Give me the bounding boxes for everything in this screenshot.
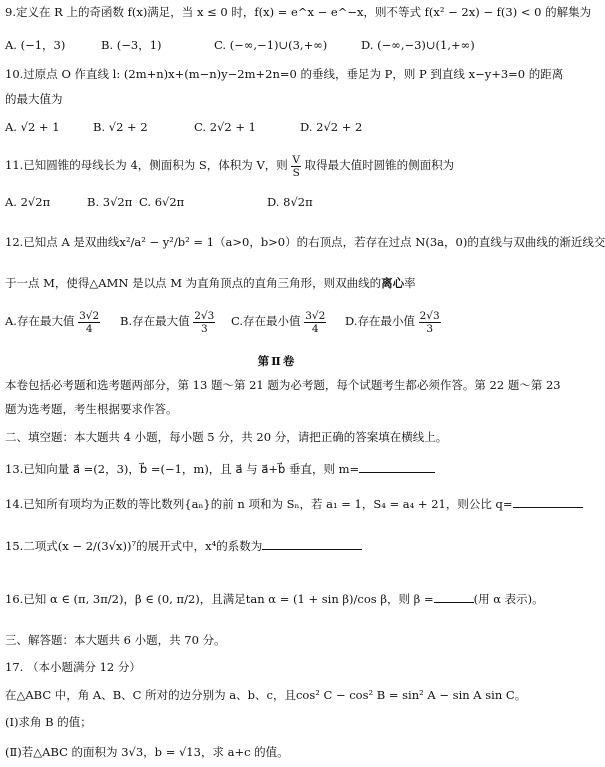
q17-stem — [5, 687, 548, 703]
q12-option-d-fraction — [419, 310, 441, 335]
q16-pre: 16.已知 α ∈ (π, 3π/2)，β ∈ (0, π/2)，且满足 — [5, 592, 246, 606]
section2-heading: 二、填空题：本大题共 4 小题，每小题 5 分，共 20 分，请把正确的答案填在横线上。 — [5, 430, 448, 444]
part2-title: 第Ⅱ卷 — [257, 354, 297, 368]
q10-option-d: D. 2√2 + 2 — [300, 120, 363, 134]
q12-option-a-fraction — [78, 310, 100, 335]
q11-frac-den: S — [292, 166, 300, 179]
q12-option-d-num: 2√3 — [419, 309, 440, 322]
q11-option-a: A. 2√2π — [5, 195, 51, 209]
q15 — [5, 538, 548, 554]
q16-equation: tan α = (1 + sin β)/cos β — [245, 592, 387, 606]
q16 — [5, 591, 548, 607]
q11-stem — [5, 152, 548, 179]
q12-stem-line2-bold: 离心 — [381, 276, 405, 290]
section3-heading: 三、解答题：本大题共 6 小题，共 70 分。 — [5, 633, 226, 647]
q12-stem-line2-pre: 于一点 M，使得△AMN 是以点 M 为直角顶点的直角三角形，则双曲线的 — [5, 276, 382, 290]
q17-stem-post: 。 — [514, 688, 527, 702]
q12-option-a-label: A.存在最大值 — [5, 314, 75, 328]
q12-option-b-den: 3 — [200, 322, 208, 335]
q12-option-c-label: C.存在最小值 — [231, 314, 301, 328]
q17-stem-equation: cos² C − cos² B = sin² A − sin A sin C — [295, 688, 515, 702]
q12-stem-line2-post: 率 — [404, 276, 416, 290]
q9-stem: 9.定义在 R 上的奇函数 f(x)满足，当 x ≤ 0 时，f(x) = e^x − e^−x，则不等式 f(x² − 2x) − f(3) < 0 的解集为 — [5, 5, 592, 19]
q12-option-b-num: 2√3 — [194, 309, 215, 322]
q12-option-b-label: B.存在最大值 — [120, 314, 190, 328]
q9-option-d: D. (−∞,−3)∪(1,+∞) — [361, 38, 475, 52]
q16-post-pre: ，则 β = — [387, 592, 434, 606]
q12-option-c-num: 3√2 — [305, 309, 326, 322]
q12-hyperbola-equation: x²/a² − y²/b² = 1（a>0，b>0） — [119, 235, 297, 249]
q16-post: (用 α 表示)。 — [473, 592, 544, 606]
q10-option-b: B. √2 + 2 — [93, 120, 148, 134]
q15-answer-blank[interactable] — [262, 538, 362, 550]
q13-text: 13.已知向量 a⃗ =(2，3)，b⃗ =(−1，m)，且 a⃗ 与 a⃗+b⃗ 垂直，则 m= — [5, 462, 360, 476]
q15-pre: 15.二项式 — [5, 539, 58, 553]
q11-stem-post: 取得最大值时圆锥的侧面积为 — [304, 158, 455, 172]
q13-answer-blank[interactable] — [359, 461, 435, 473]
q14-answer-blank[interactable] — [513, 496, 583, 508]
part2-intro-line2: 题为选考题，考生根据要求作答。 — [5, 402, 178, 416]
q12-option-c-fraction — [304, 310, 326, 335]
q11-option-d: D. 8√2π — [267, 195, 313, 209]
q12-options — [5, 301, 548, 341]
q9-option-c: C. (−∞,−1)∪(3,+∞) — [214, 38, 328, 52]
q11-option-c: C. 6√2π — [139, 195, 185, 209]
q12-option-a-den: 4 — [85, 322, 93, 335]
q12-stem-line1-pre: 12.已知点 A 是双曲线 — [5, 235, 120, 249]
q10-stem-line2: 的最大值为 — [5, 92, 63, 106]
q13 — [5, 461, 548, 477]
q11-fraction — [291, 154, 301, 179]
q14-text: 14.已知所有项均为正数的等比数列{aₙ}的前 n 项和为 Sₙ，若 a₁ = 1，S₄ = a₄ + 21，则公比 q= — [5, 497, 513, 511]
q14 — [5, 496, 548, 512]
q17-part2: (Ⅱ)若△ABC 的面积为 3√3，b = √13，求 a+c 的值。 — [5, 745, 289, 759]
q12-stem-line1-post: 的右顶点，若存在过点 N(3a，0)的直线与双曲线的渐近线交 — [296, 235, 605, 249]
q15-post: 的展开式中，x⁴的系数为 — [136, 539, 263, 553]
q10-option-c: C. 2√2 + 1 — [194, 120, 256, 134]
q11-frac-num: V — [292, 153, 301, 166]
q17-part1: (Ⅰ)求角 B 的值； — [5, 715, 92, 729]
q11-option-b: B. 3√2π — [87, 195, 133, 209]
q17-stem-pre: 在△ABC 中，角 A、B、C 所对的边分别为 a、b、c，且 — [5, 688, 296, 702]
part2-intro-line1: 本卷包括必考题和选考题两部分，第 13 题～第 21 题为必考题，每个试题考生都必须作答。第 22 题～第 23 — [5, 378, 561, 392]
q17-heading: 17. （本小题满分 12 分） — [5, 660, 141, 674]
q12-option-c — [231, 301, 326, 341]
q12-option-c-den: 4 — [311, 322, 319, 335]
q10-stem-line1: 10.过原点 O 作直线 l: (2m+n)x+(m−n)y−2m+2n=0 的垂线，垂足为 P，则 P 到直线 x−y+3=0 的距离 — [5, 67, 564, 81]
q12-option-a — [5, 301, 100, 341]
q12-stem-line2 — [5, 275, 548, 291]
q12-stem-line1 — [5, 234, 605, 250]
q9-option-b: B. (−3，1) — [101, 38, 162, 52]
q9-options — [5, 36, 548, 54]
q12-option-d — [345, 301, 441, 341]
q12-option-d-label: D.存在最小值 — [345, 314, 415, 328]
q15-expression: (x − 2/(3√x))⁷ — [57, 539, 137, 553]
q12-option-b-fraction — [193, 310, 215, 335]
q11-stem-pre: 11.已知圆锥的母线长为 4，侧面积为 S，体积为 V，则 — [5, 158, 288, 172]
q11-options — [5, 193, 548, 211]
q16-answer-blank[interactable] — [434, 591, 474, 603]
q12-option-b — [120, 301, 215, 341]
q9-option-a: A. (−1，3) — [5, 38, 66, 52]
q12-option-d-den: 3 — [426, 322, 433, 335]
q10-option-a: A. √2 + 1 — [5, 120, 60, 134]
q12-option-a-num: 3√2 — [79, 309, 100, 322]
q10-options — [5, 118, 548, 136]
